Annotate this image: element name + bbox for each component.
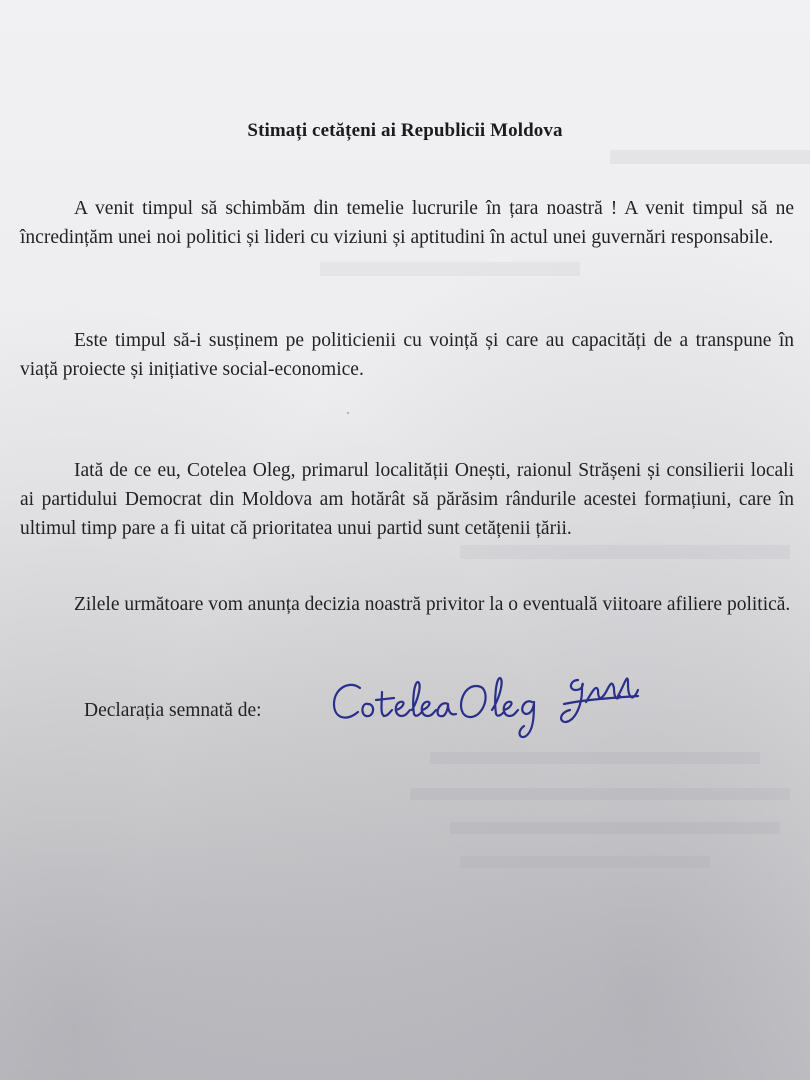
signature-label: Declarația semnată de: [84,700,262,721]
paragraph-4: Zilele următoare vom anunța decizia noastră privitor la o eventuală viitoare afiliere politică. [74,594,791,615]
paragraph-3: Iată de ce eu, Cotelea Oleg, primarul localității Onești, raionul Strășeni și consilierii locali ai partidului Democrat din Moldova am hotărât să părăsim rândurile acestei formațiuni, care în ultimul timp pare a fi uitat că prioritatea unui partid sunt cetățenii țării. [20,460,794,539]
bleed-through-mark [460,545,790,559]
bleed-through-mark [610,150,810,164]
bleed-through-mark [410,788,790,800]
handwritten-signature [320,640,680,760]
paper-speck [347,412,349,414]
paragraph-1: A venit timpul să schimbăm din temelie lucrurile în țara noastră ! A venit timpul să ne încredințăm unei noi politici și lideri cu viziuni și aptitudini în actul unei guvernări responsabile. [20,198,794,248]
paragraph-2: Este timpul să-i susținem pe politicienii cu voință și care au capacități de a transpune în viață proiecte și inițiative social-economice. [20,330,794,380]
bleed-through-mark [460,856,710,868]
bleed-through-mark [320,262,580,276]
page-title: Stimați cetățeni ai Republicii Moldova [247,120,563,141]
bleed-through-mark [450,822,780,834]
